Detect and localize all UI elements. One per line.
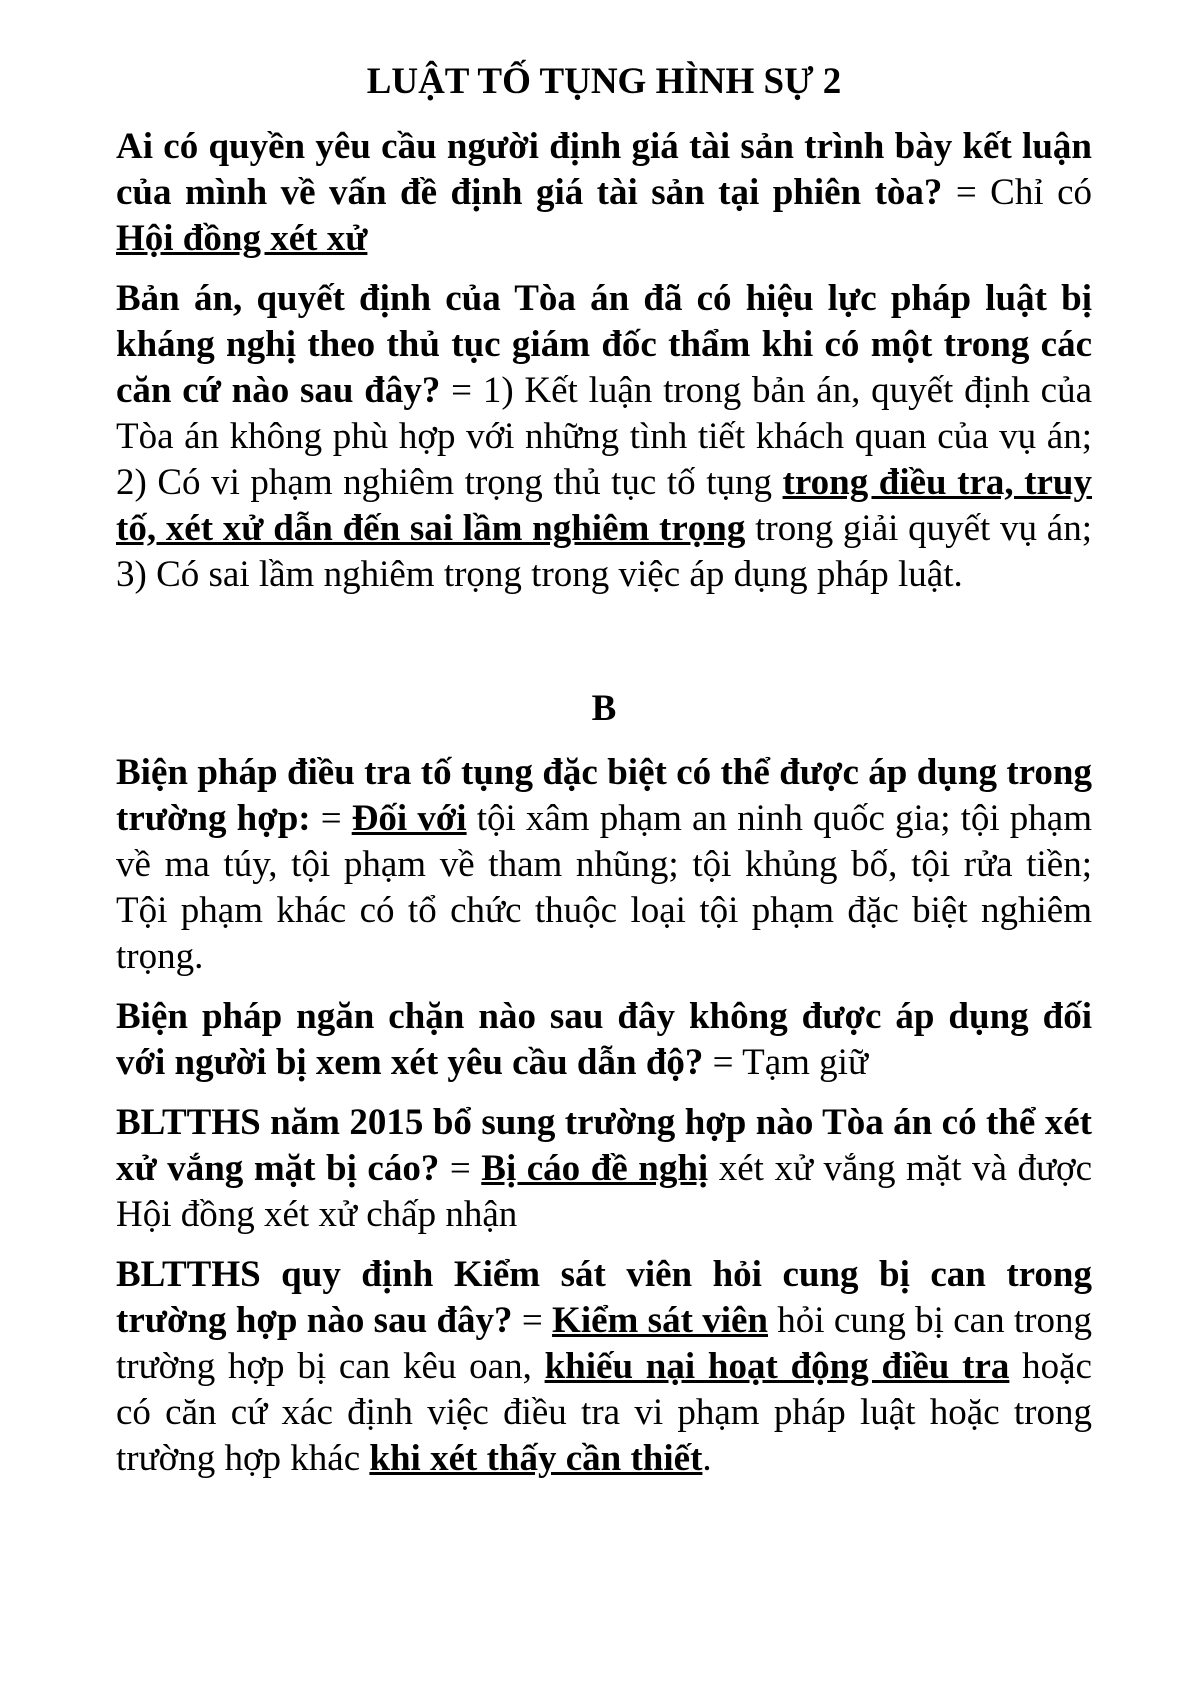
question-text: Biện pháp điều tra tố tụng đặc biệt có thể được áp dụng trong trường hợp: [116, 752, 1092, 840]
answer-separator: = [512, 1300, 553, 1342]
section-heading-b: B [591, 688, 617, 730]
answer-text: 1) Kết luận trong bản án, quyết định của Tòa án không phù hợp với những tình tiết khách quan của vụ án; 2) Có vi phạm nghiêm trọng thủ tục tố tụng [116, 370, 1093, 504]
question-text: Bản án, quyết định của Tòa án đã có hiệu lực pháp luật bị kháng nghị theo thủ tục giám đốc thẩm khi có một trong các căn cứ nào sau đây? [116, 278, 1092, 412]
question-text: Ai có quyền yêu cầu người định giá tài sản trình bày kết luận của mình về vấn đề định giá tài sản tại phiên tòa? [116, 126, 1092, 214]
answer-emphasis: Đối với [351, 798, 467, 840]
answer-separator: = [703, 1042, 743, 1084]
document-title: LUẬT TỐ TỤNG HÌNH SỰ 2 [366, 61, 842, 102]
answer-end-punctuation: . [702, 1438, 712, 1480]
question-text: BLTTHS quy định Kiểm sát viên hỏi cung bị can trong trường hợp nào sau đây? [116, 1254, 1092, 1342]
answer-text-continued: trong giải quyết vụ án; 3) Có sai lầm nghiêm trọng trong việc áp dụng pháp luật. [116, 508, 1092, 596]
qa-item-1 [116, 124, 1092, 262]
answer-separator: = [439, 1148, 482, 1190]
qa-item-5 [116, 1100, 1092, 1238]
answer-emphasis: trong điều tra, truy tố, xét xử dẫn đến sai lầm nghiêm trọng [116, 462, 1093, 550]
answer-emphasis: Hội đồng xét xử [116, 218, 368, 260]
qa-item-4 [116, 994, 1092, 1086]
answer-text-continued: hoặc có căn cứ xác định việc điều tra vi phạm pháp luật hoặc trong trường hợp khác [116, 1346, 1092, 1480]
qa-item-2 [116, 276, 1092, 598]
answer-emphasis: Bị cáo đề nghị [481, 1148, 709, 1190]
qa-item-3 [116, 750, 1092, 980]
answer-emphasis-3: khi xét thấy cần thiết [369, 1438, 703, 1480]
answer-separator: = [942, 172, 991, 214]
answer-text: xét xử vắng mặt và được Hội đồng xét xử chấp nhận [116, 1148, 1092, 1236]
question-text: BLTTHS năm 2015 bổ sung trường hợp nào Tòa án có thể xét xử vắng mặt bị cáo? [116, 1102, 1092, 1190]
qa-item-6 [116, 1252, 1092, 1482]
document-page [116, 60, 1092, 1496]
answer-text: Chỉ có [990, 172, 1092, 214]
answer-text: Tạm giữ [742, 1042, 868, 1084]
answer-emphasis-2: khiếu nại hoạt động điều tra [544, 1346, 1010, 1388]
answer-separator: = [440, 370, 483, 412]
answer-separator: = [310, 798, 352, 840]
answer-text: tội xâm phạm an ninh quốc gia; tội phạm về ma túy, tội phạm về tham nhũng; tội khủng bố, tội rửa tiền; Tội phạm khác có tổ chức thuộc loại tội phạm đặc biệt nghiêm trọng. [116, 798, 1092, 978]
question-text: Biện pháp ngăn chặn nào sau đây không được áp dụng đối với người bị xem xét yêu cầu dẫn độ? [116, 996, 1092, 1084]
answer-emphasis: Kiểm sát viên [552, 1300, 768, 1342]
answer-text: hỏi cung bị can trong trường hợp bị can kêu oan, [116, 1300, 1092, 1388]
